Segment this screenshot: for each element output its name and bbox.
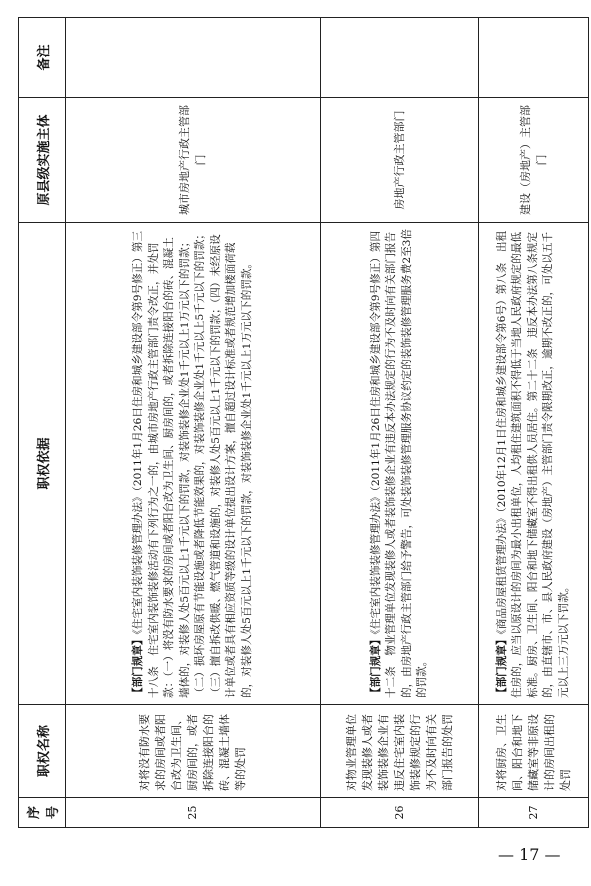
row-basis	[66, 223, 321, 705]
table-header-row	[19, 18, 66, 828]
table-row	[479, 18, 589, 828]
row-note	[66, 18, 321, 98]
header-name: 职权名称	[19, 705, 66, 798]
row-basis-tag: 【部门规章】	[369, 634, 382, 698]
row-note	[321, 18, 479, 98]
row-name: 对将厨房、卫生间、阳台和地下储藏室等非原设计的房间出租的处罚	[479, 705, 589, 798]
row-basis	[479, 223, 589, 705]
row-subject: 建设（房地产）主管部门	[479, 98, 589, 223]
header-no: 序号	[19, 798, 66, 828]
row-name: 对物业管理单位发现装修人或者装饰装修企业有违反住宅室内装饰装修规定的行为不及时向有关部门报告的处罚	[321, 705, 479, 798]
authority-table	[18, 17, 589, 828]
row-basis-text: 《住宅室内装饰装修管理办法》（2011年1月26日住房和城乡建设部令第9号修正）第四十二条 物业管理单位发现装修人或者装饰装修企业有违反本办法规定的行为不及时向有关部门报告的，由房地产行政主管部门给予警告，可处装饰装修管理服务协议约定的装饰装修管理服务费2至3倍的罚款。	[369, 228, 428, 698]
header-note: 备注	[19, 18, 66, 98]
row-basis-text: 《住宅室内装饰装修管理办法》（2011年1月26日住房和城乡建设部令第9号修正）第三十八条 住宅室内装饰装修活动有下列行为之一的，由城市房地产行政主管部门责令改正，并处罚款：（一）将没有防水要求的房间或者阳台改为卫生间、厨房间的，或者拆除连接阳台的砖、混凝土墙体的，对装修人处5百元以上1千元以下的罚款，对装饰装修企业处1千元以上1万元以下的罚款；（二）损坏房屋原有节能设施或者降低节能效果的，对装饰装修企业处1千元以上5千元以下的罚款；（三）擅自拆改供暖、燃气管道和设施的，对装修人处5百元以上1千元以下的罚款；（四）未经原设计单位或者具有相应资质等级的设计单位提出设计方案，擅自超过设计标准或者规范增加楼面荷载的，对装修人处5百元以上1千元以下的罚款，对装饰装修企业处1千元以上1万元以下的罚款。	[132, 228, 253, 698]
row-basis-tag: 【部门规章】	[495, 634, 508, 698]
row-name: 对将没有防水要求的房间或者阳台改为卫生间、厨房间的，或者拆除连接阳台的砖、混凝土墙体等的处罚	[66, 705, 321, 798]
row-no: 27	[479, 798, 589, 828]
table-row	[66, 18, 321, 828]
header-basis: 职权依据	[19, 223, 66, 705]
row-basis-tag: 【部门规章】	[132, 634, 144, 698]
row-note	[479, 18, 589, 98]
page-number: — 17 —	[498, 845, 561, 864]
row-basis	[321, 223, 479, 705]
row-subject: 城市房地产行政主管部门	[66, 98, 321, 223]
row-subject: 房地产行政主管部门	[321, 98, 479, 223]
row-basis-text: 《商品房屋租赁管理办法》（2010年12月1日住房和城乡建设部令第6号）第八条 出租住房的，应当以原设计的房间为最小出租单位，人均租住建筑面积不得低于当地人民政府规定的最低标准。厨房、卫生间、阳台和地下储藏室不得出租供人员居住。第二十二条 违反本办法第八条规定的，由直辖市、市、县人民政府建设（房地产）主管部门责令限期改正，逾期不改正的，可处以五千元以上三万元以下罚款。	[495, 230, 570, 698]
row-no: 26	[321, 798, 479, 828]
rotated-table-container	[18, 18, 573, 828]
row-no: 25	[66, 798, 321, 828]
table-row	[321, 18, 479, 828]
header-subject: 原县级实施主体	[19, 98, 66, 223]
